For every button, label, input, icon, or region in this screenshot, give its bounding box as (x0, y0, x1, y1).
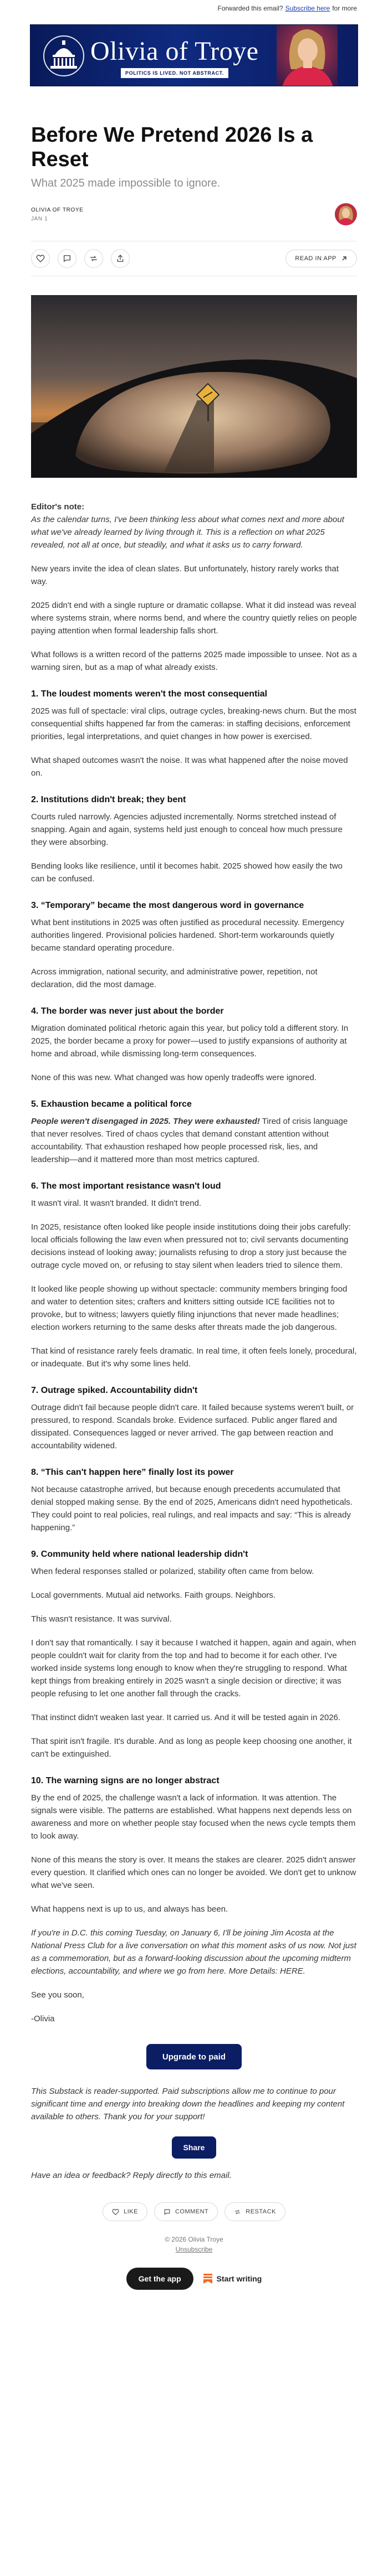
post-date: JAN 1 (31, 215, 48, 222)
restack-label: RESTACK (246, 2208, 276, 2215)
section-heading: 4. The border was never just about the border (31, 1006, 224, 1016)
paragraph: Not because catastrophe arrived, but because enough precedents accumulated that denial stopped making sense. By the end of 2025, Americans didn't need hypotheticals. They could point to real policies, real rulings, and real impacts and say: “This is already happening.” (31, 1485, 353, 1532)
footer-actions (31, 2202, 357, 2221)
footer-like-button[interactable] (103, 2202, 147, 2221)
reader-support-note: This Substack is reader-supported. Paid subscriptions allow me to continue to pour significant time and energy into breaking down the headlines and keeping my content available to others. Thank you for your support! (31, 2087, 345, 2121)
paragraph: This wasn't resistance. It was survival. (31, 1614, 172, 1624)
section-heading: 5. Exhaustion became a political force (31, 1099, 192, 1109)
paragraph: That instinct didn't weaken last year. It carried us. And it will be tested again in 2026. (31, 1713, 341, 1722)
share-icon (116, 254, 125, 263)
arrow-up-right-icon (341, 255, 348, 262)
get-app-button[interactable]: Get the app (126, 2268, 193, 2290)
section-heading: 1. The loudest moments weren't the most consequential (31, 689, 268, 699)
paragraph (31, 1115, 357, 1166)
paragraph: Local governments. Mutual aid networks. Faith groups. Neighbors. (31, 1591, 276, 1600)
signature: -Olivia (31, 2014, 55, 2023)
article-body (31, 500, 357, 2025)
author-portrait (277, 25, 338, 86)
feedback-note: Have an idea or feedback? Reply directly to this email. (31, 2171, 232, 2180)
subscribe-suffix: for more (332, 4, 357, 12)
event-announcement (31, 1927, 357, 1978)
forwarded-text: Forwarded this email? (217, 4, 283, 12)
paragraph: In 2025, resistance often looked like people inside institutions doing their jobs carefully: local officials following the law even when pressured not to; civil servants documenting decisions instead of looking away; journalists refusing to drop a story just because the outrage cycle moved on, or refusing to stay silent when leaders tried to silence them. (31, 1222, 351, 1270)
start-writing-link[interactable] (203, 2274, 262, 2284)
paragraph: By the end of 2025, the challenge wasn't a lack of information. It was attention. The signals were visible. The patterns are established. What happens next depends less on awareness and more on whether people stay focused when the news cycle tempts them to look away. (31, 1793, 356, 1841)
publication-banner[interactable] (30, 24, 358, 86)
subscribe-link[interactable]: Subscribe here (285, 4, 330, 12)
editors-note-label: Editor's note: (31, 502, 85, 512)
paragraph: None of this was new. What changed was how openly tradeoffs were ignored. (31, 1073, 317, 1082)
editors-note: As the calendar turns, I've been thinking less about what comes next and more about what we've already learned by living through it. This is a reflection on what 2025 revealed, not all at once, but steadily, and what it asks us to carry forward. (31, 515, 344, 550)
paragraph: I don't say that romantically. I say it because I watched it happen, again and again, when people couldn't wait for clarity from the top and had to become it for each other. I've worked inside systems long enough to know when they're struggling to respond. What kept things from breaking entirely in 2025 wasn't a single decision or directive; it was people refusing to let one another fall through the cracks. (31, 1638, 356, 1699)
comment-button[interactable] (58, 249, 76, 268)
paragraph: It looked like people showing up without spectacle: community members bringing food and water to detention sites; crafters and knitters sitting outside ICE facilities not to provoke, but to witness; lawyers quietly filing injunctions that never made headlines; election workers returning to the same desks after threats made the job dangerous. (31, 1284, 348, 1332)
restack-button[interactable] (84, 249, 103, 268)
signoff: See you soon, (31, 1990, 84, 2000)
paragraph: That spirit isn't fragile. It's durable. And as long as people keep choosing one another, it can't be extinguished. (31, 1737, 352, 1759)
banner-title: Olivia of Troye (90, 37, 259, 66)
byline (31, 203, 357, 225)
read-in-app-button[interactable] (285, 250, 357, 267)
share-button[interactable]: Share (172, 2136, 216, 2159)
exhaustion-quote: People weren't disengaged in 2025. They were exhausted! (31, 1117, 260, 1126)
copyright: © 2026 Olivia Troye (165, 2236, 223, 2243)
share-button-top[interactable] (111, 249, 130, 268)
like-button[interactable] (31, 249, 50, 268)
upgrade-button[interactable]: Upgrade to paid (146, 2044, 242, 2069)
section-heading: 2. Institutions didn't break; they bent (31, 795, 186, 804)
post-subtitle: What 2025 made impossible to ignore. (31, 177, 221, 189)
section-heading: 8. “This can't happen here” finally lost its power (31, 1468, 234, 1477)
event-text[interactable]: If you're in D.C. this coming Tuesday, on January 6, I'll be joining Jim Acosta at the National Press Club for a live conversation on what this moment asks of us now. Not just as a commemoration, but as a forward-looking discussion about the upcoming midterm elections, accountability, and where we go from here. More Details: HERE. (31, 1928, 356, 1976)
paragraph: None of this means the story is over. It means the stakes are clearer. 2025 didn't answer every question. It clarified which ones can no longer be avoided. We don't get to unknow what we've seen. (31, 1855, 356, 1890)
hero-image (31, 295, 357, 478)
capitol-icon (42, 34, 86, 78)
substack-logo-icon (203, 2274, 212, 2284)
comment-icon (164, 2208, 171, 2216)
heart-icon (112, 2208, 119, 2216)
author-name[interactable]: OLIVIA OF TROYE (31, 207, 84, 213)
paragraph: 2025 didn't end with a single rupture or dramatic collapse. What it did instead was reveal where systems strain, where norms bend, and where the country quietly relies on people paying attention when formal leadership falls short. (31, 601, 357, 636)
paragraph: Courts ruled narrowly. Agencies adjusted incrementally. Norms stretched instead of snapping. Again and again, systems held just enough to conceal how much pressure they were absorbing. (31, 812, 343, 847)
paragraph: What bent institutions in 2025 was often justified as procedural necessity. Emergency authorities lingered. Provisional policies hardened. Short-term workarounds quietly became standard operating procedure. (31, 918, 345, 953)
paragraph: 2025 was full of spectacle: viral clips, outrage cycles, breaking-news churn. But the most consequential shifts happened far from the cameras: in staffing decisions, enforcement priorities, legal interpretations, and quiet changes in how power is exercised. (31, 706, 356, 741)
read-in-app-label: READ IN APP (295, 255, 336, 262)
paragraph: Migration dominated political rhetoric again this year, but policy told a different story. In 2025, the border became a proxy for power—used to justify expansions of authority at home and abroad, while dismissing long-term consequences. (31, 1024, 349, 1059)
paragraph: Bending looks like resilience, until it becomes habit. 2025 showed how easily the two can be confused. (31, 861, 343, 884)
restack-icon (234, 2208, 241, 2216)
post-actions (31, 241, 357, 276)
comment-label: COMMENT (175, 2208, 209, 2215)
forward-bar (0, 0, 388, 17)
comment-icon (63, 254, 72, 263)
section-heading: 6. The most important resistance wasn't loud (31, 1181, 221, 1191)
start-writing-label: Start writing (216, 2274, 262, 2283)
footer-restack-button[interactable] (224, 2202, 285, 2221)
paragraph: What happens next is up to us, and always has been. (31, 1904, 228, 1914)
unsubscribe-link[interactable]: Unsubscribe (175, 2245, 213, 2253)
avatar[interactable] (335, 203, 357, 225)
banner-tagline: POLITICS IS LIVED. NOT ABSTRACT. (121, 68, 228, 78)
section-heading: 7. Outrage spiked. Accountability didn't (31, 1386, 198, 1395)
section-heading: 9. Community held where national leadership didn't (31, 1550, 248, 1559)
paragraph: New years invite the idea of clean slates. But unfortunately, history rarely works that way. (31, 564, 339, 586)
restack-icon (89, 254, 98, 263)
exhaustion-rest: Tired of crisis language that never resolves. Tired of chaos cycles that demand constant attention without accountability. That exhaustion reshaped how people processed risk, lies, and leadership—and it mattered more than most metrics captured. (31, 1117, 348, 1164)
paragraph: Across immigration, national security, and administrative power, repetition, not declaration, did the most damage. (31, 967, 318, 989)
section-heading: 10. The warning signs are no longer abstract (31, 1776, 219, 1785)
paragraph: Outrage didn't fail because people didn't care. It failed because systems weren't built, or pressured, to respond. Scandals broke. Evidence surfaced. Public anger flared and dissipated. Consequences lagged or never arrived. The gap between reaction and accountability widened. (31, 1403, 354, 1450)
section-heading: 3. “Temporary” became the most dangerous word in governance (31, 901, 304, 910)
heart-icon (36, 254, 45, 263)
paragraph: What shaped outcomes wasn't the noise. It was what happened after the noise moved on. (31, 756, 348, 778)
post-title: Before We Pretend 2026 Is a Reset (31, 123, 313, 171)
paragraph: What follows is a written record of the patterns 2025 made impossible to unsee. Not as a warning siren, but as a map of what already exists. (31, 650, 357, 672)
paragraph: It wasn't viral. It wasn't branded. It didn't trend. (31, 1199, 202, 1208)
paragraph: That kind of resistance rarely feels dramatic. In real time, it often feels lonely, procedural, or inadequate. But it's why some lines held. (31, 1346, 357, 1369)
footer-comment-button[interactable] (154, 2202, 218, 2221)
paragraph: When federal responses stalled or polarized, stability often came from below. (31, 1567, 314, 1576)
like-label: LIKE (124, 2208, 138, 2215)
app-promo (31, 2268, 357, 2290)
